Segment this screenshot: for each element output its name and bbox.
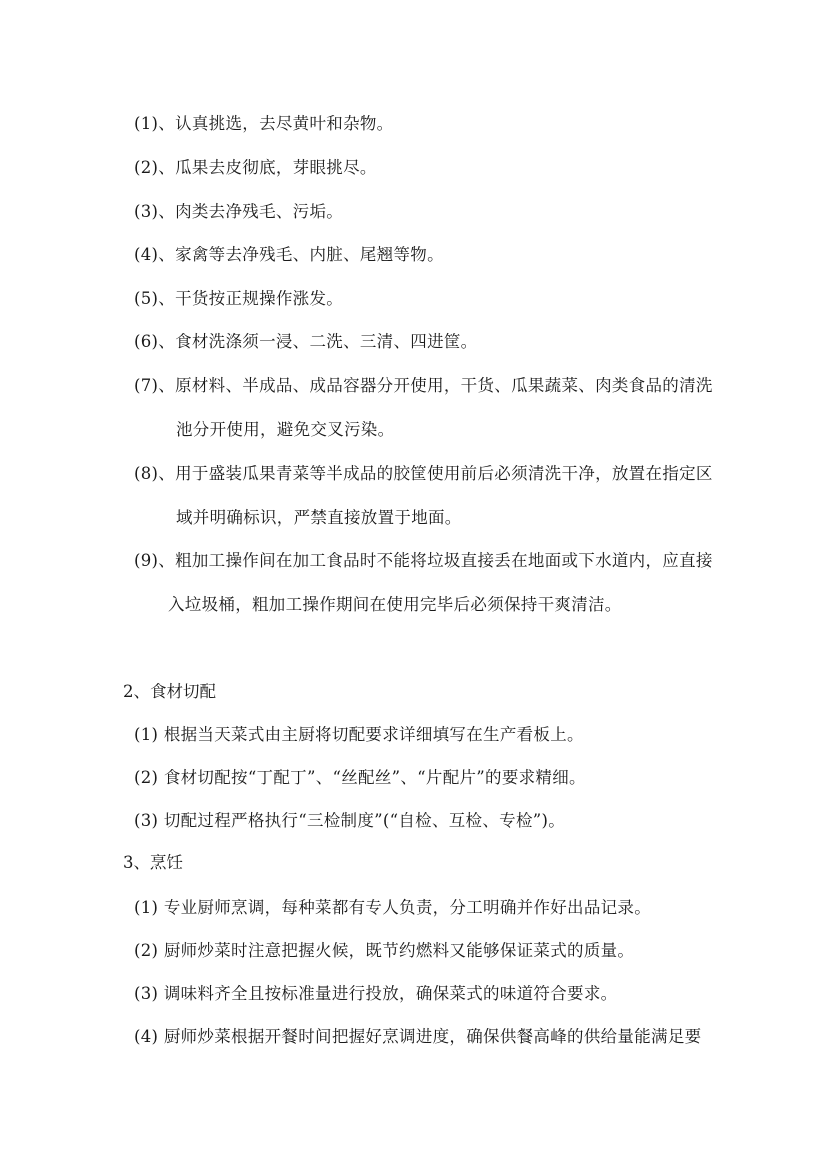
item-3-2: (2) 厨师炒菜时注意把握火候，既节约燃料又能够保证菜式的质量。 [134, 941, 635, 960]
item-1-7: (7)、原材料、半成品、成品容器分开使用，干货、瓜果蔬菜、肉类食品的清洗 [134, 376, 713, 395]
section-3-title: 3、烹饪 [123, 853, 183, 872]
item-1-1: (1)、认真挑选，去尽黄叶和杂物。 [134, 114, 394, 133]
item-2-3: (3) 切配过程严格执行“三检制度”(“自检、互检、专检”)。 [134, 811, 566, 830]
item-1-7-cont: 池分开使用，避免交叉污染。 [176, 420, 395, 439]
item-1-6: (6)、食材洗涤须一浸、二洗、三清、四进筐。 [134, 332, 478, 351]
item-3-1: (1) 专业厨师烹调，每种菜都有专人负责，分工明确并作好出品记录。 [134, 898, 652, 917]
section-2-title: 2、食材切配 [123, 682, 216, 701]
item-2-1: (1) 根据当天菜式由主厨将切配要求详细填写在生产看板上。 [134, 725, 584, 744]
item-1-9-cont: 入垃圾桶，粗加工操作期间在使用完毕后必须保持干爽清洁。 [168, 595, 622, 614]
item-1-3: (3)、肉类去净残毛、污垢。 [134, 202, 344, 221]
item-1-9: (9)、粗加工操作间在加工食品时不能将垃圾直接丢在地面或下水道内，应直接 [134, 551, 713, 570]
item-1-4: (4)、家禽等去净残毛、内脏、尾翘等物。 [134, 245, 444, 264]
item-1-8-cont: 域并明确标识，严禁直接放置于地面。 [176, 508, 462, 527]
item-1-8: (8)、用于盛装瓜果青菜等半成品的胶筐使用前后必须清洗干净，放置在指定区 [134, 464, 713, 483]
item-3-3: (3) 调味料齐全且按标准量进行投放，确保菜式的味道符合要求。 [134, 984, 618, 1003]
item-1-2: (2)、瓜果去皮彻底，芽眼挑尽。 [134, 158, 377, 177]
item-3-4: (4) 厨师炒菜根据开餐时间把握好烹调进度，确保供餐高峰的供给量能满足要 [134, 1027, 702, 1046]
item-2-2: (2) 食材切配按“丁配丁”、“丝配丝”、“片配片”的要求精细。 [134, 768, 586, 787]
item-1-5: (5)、干货按正规操作涨发。 [134, 289, 344, 308]
